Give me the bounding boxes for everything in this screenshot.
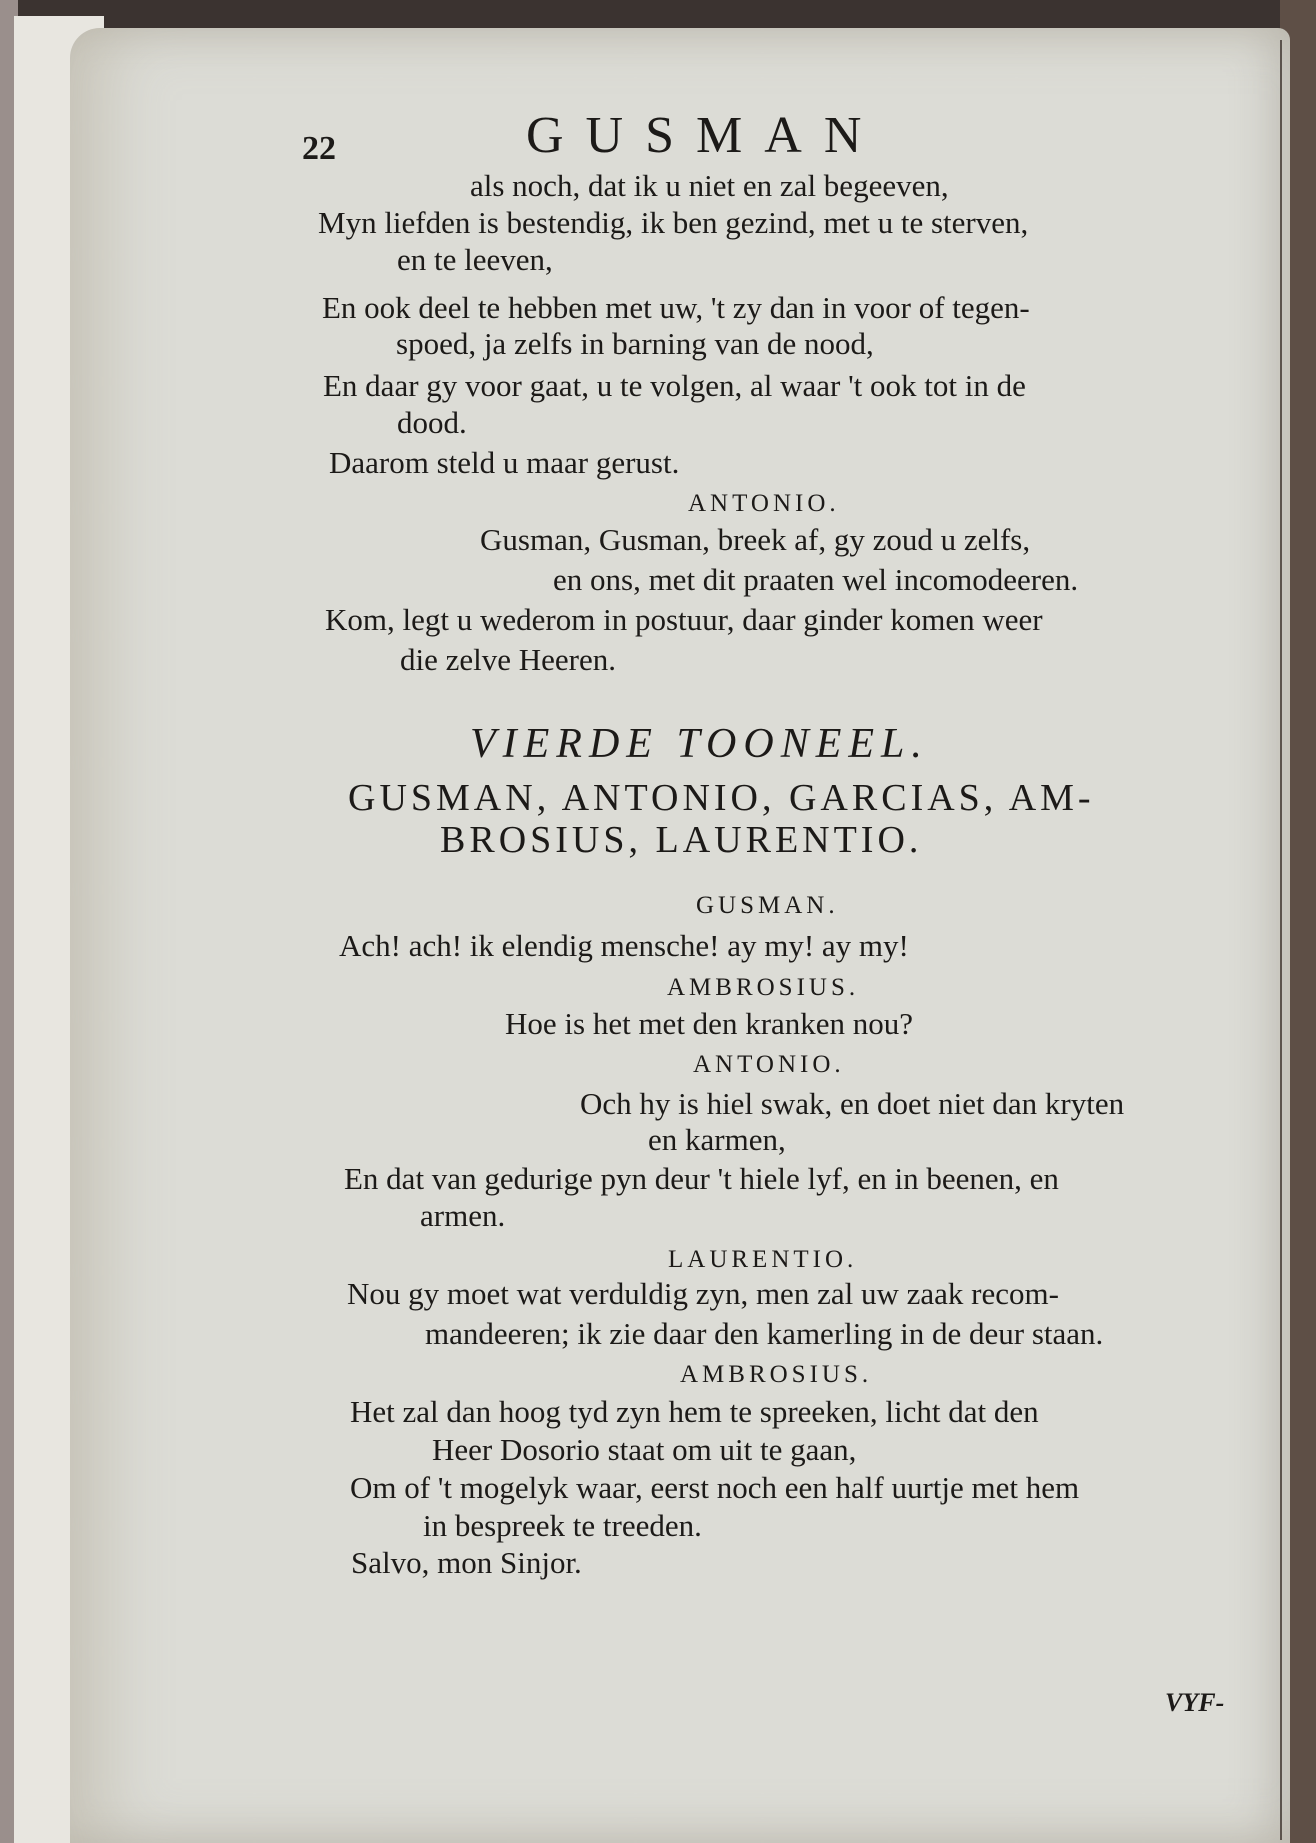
text-line: Om of 't mogelyk waar, eerst noch een half uurtje met hem — [350, 1470, 1080, 1505]
text-line: dood. — [397, 405, 467, 440]
speaker-name: GUSMAN. — [696, 892, 839, 919]
text-line: als noch, dat ik u niet en zal begeeven, — [470, 168, 949, 203]
speaker-name: AMBROSIUS. — [680, 1361, 873, 1388]
catchword: VYF- — [1165, 1688, 1225, 1717]
text-line: Heer Dosorio staat om uit te gaan, — [432, 1432, 857, 1467]
text-line: Myn liefden is bestendig, ik ben gezind, met u te sterven, — [318, 205, 1029, 240]
speaker-name: AMBROSIUS. — [667, 974, 860, 1001]
page-gutter — [1280, 40, 1282, 1840]
scene-title: VIERDE TOONEEL. — [470, 721, 929, 767]
text-line: Hoe is het met den kranken nou? — [505, 1006, 914, 1041]
text-line: Daarom steld u maar gerust. — [329, 445, 680, 480]
text-line: Ach! ach! ik elendig mensche! ay my! ay my! — [339, 928, 909, 963]
text-line: Nou gy moet wat verduldig zyn, men zal uw zaak recom- — [347, 1276, 1059, 1311]
text-line: in bespreek te treeden. — [423, 1508, 702, 1543]
text-line: En dat van gedurige pyn deur 't hiele lyf, en in beenen, en — [344, 1161, 1059, 1196]
cast-list: BROSIUS, LAURENTIO. — [440, 819, 923, 861]
text-line: en ons, met dit praaten wel incomodeeren. — [553, 562, 1079, 597]
page-number: 22 — [302, 130, 336, 167]
text-line: Het zal dan hoog tyd zyn hem te spreeken, licht dat den — [350, 1394, 1039, 1429]
cast-list: GUSMAN, ANTONIO, GARCIAS, AM- — [348, 777, 1095, 819]
text-line: mandeeren; ik zie daar den kamerling in de deur staan. — [425, 1316, 1104, 1351]
text-line: en te leeven, — [397, 242, 553, 277]
text-line: Och hy is hiel swak, en doet niet dan kryten — [580, 1086, 1125, 1121]
speaker-name: ANTONIO. — [688, 490, 840, 517]
text-line: En daar gy voor gaat, u te volgen, al waar 't ook tot in de — [323, 368, 1026, 403]
text-line: armen. — [420, 1198, 506, 1233]
text-line: Gusman, Gusman, breek af, gy zoud u zelfs, — [480, 522, 1031, 557]
text-line: die zelve Heeren. — [400, 642, 617, 677]
text-line: spoed, ja zelfs in barning van de nood, — [396, 326, 874, 361]
running-head: GUSMAN — [526, 107, 884, 164]
speaker-name: ANTONIO. — [693, 1051, 845, 1078]
text-line: Kom, legt u wederom in postuur, daar ginder komen weer — [325, 602, 1043, 637]
speaker-name: LAURENTIO. — [668, 1246, 858, 1273]
text-line: En ook deel te hebben met uw, 't zy dan in voor of tegen- — [322, 290, 1030, 325]
text-line: en karmen, — [648, 1122, 786, 1157]
text-line: Salvo, mon Sinjor. — [351, 1545, 582, 1580]
